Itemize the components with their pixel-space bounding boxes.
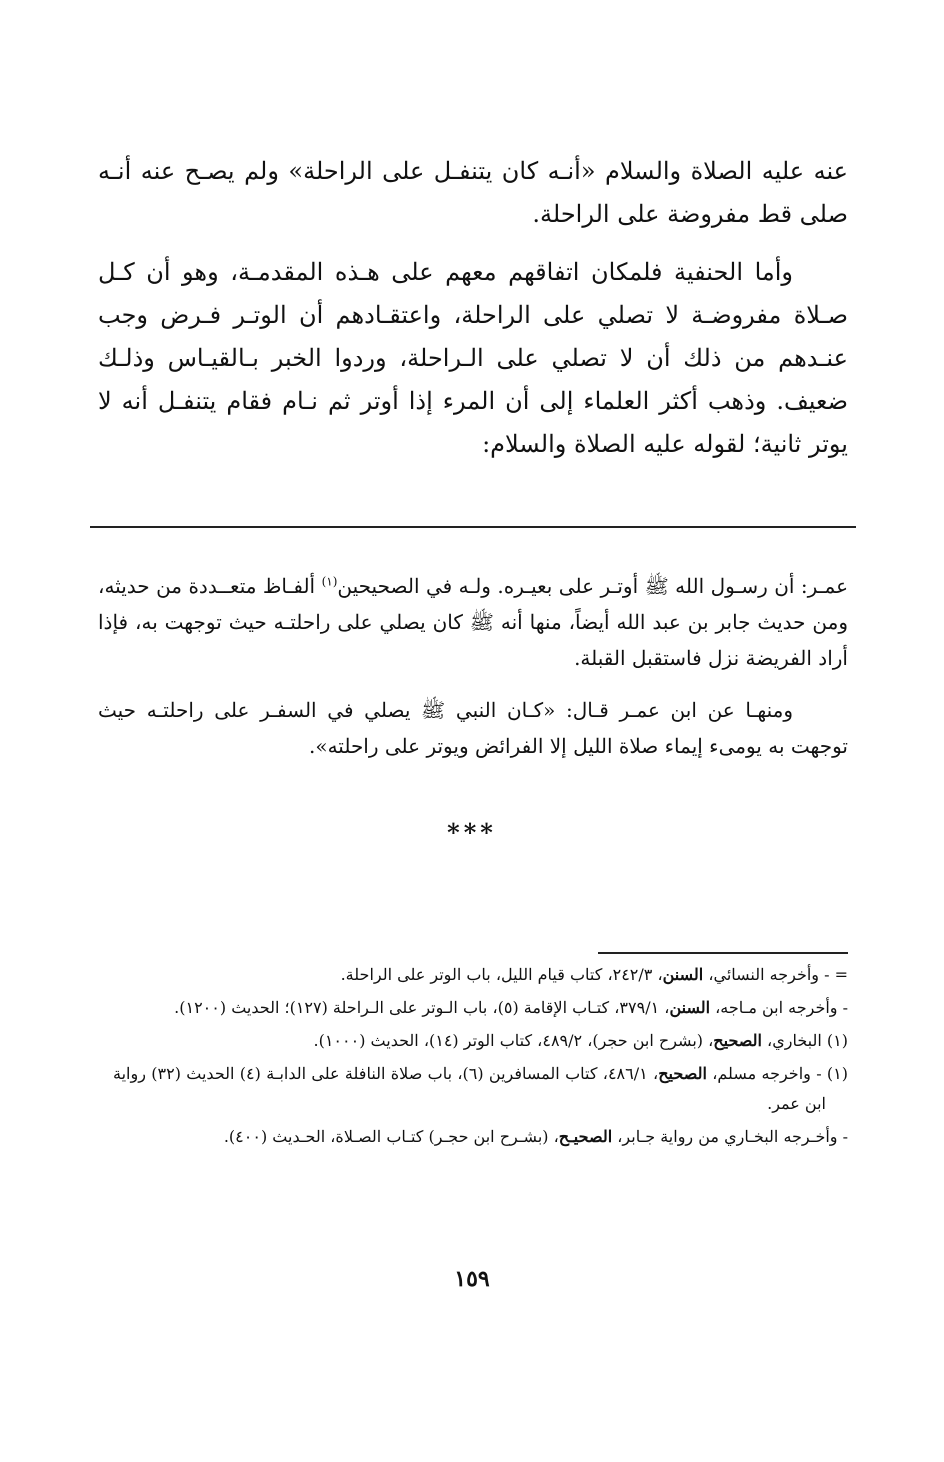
footnotes	[113, 960, 848, 1152]
footnote-book-title: الصحيـح	[558, 1127, 613, 1146]
notes-paragraph-2: ومنهـا عن ابن عمـر قـال: «كـان النبي ﷺ يصلي في السفـر على راحلتـه حيث توجهت به يومىء إيماء صلاة الليل إلا الفرائض ويوتر على راحلته».	[98, 698, 848, 758]
notes-paragraph-1-end: ألفـاظ متعــددة من حديثه، ومن حديث جابر بن عبد الله أيضاً، منها أنه ﷺ كان يصلي على راحلتـه حيث توجهت به، فإذا أراد الفريضة نزل فاستقبل القبلة.	[98, 574, 848, 670]
footnote-item	[113, 1059, 848, 1119]
main-paragraph-2: وأما الحنفية فلمكان اتفاقهم معهم على هـذه المقدمـة، وهو أن كـل صـلاة مفروضـة لا تصلي على الراحلة، واعتقـادهم أن الوتـر فـرض وجب عنـدهم من ذلك أن لا تصلي على الـراحلة، وردوا الخبر بـالقيـاس وذلـك ضعيف. وذهب أكثر العلماء إلى أن المرء إذا أوتر ثم نـام فقام يتنفـل أنه لا يوتر ثانية؛ لقوله عليه الصلاة والسلام:	[98, 258, 848, 458]
notes-paragraph-1-start: عمـر: أن رسـول الله ﷺ أوتـر على بعيـره. ولـه في الصحيحين	[337, 574, 849, 598]
footnote-text: = - وأخرجه النسائي،	[703, 965, 848, 984]
footnote-text: - وأخـرجه البخـاري من رواية جـابر،	[612, 1127, 848, 1146]
footnote-book-title: السنن	[669, 998, 711, 1017]
section-separator: ***	[447, 818, 497, 847]
footnote-book-title: الصحيح	[658, 1064, 707, 1083]
footnote-item	[113, 1026, 848, 1056]
main-paragraph-1: عنه عليه الصلاة والسلام «أنـه كان يتنفـل على الراحلة» ولم يصـح عنه أنـه صلى قط مفروضة على الراحلة.	[98, 157, 848, 228]
notes-paragraph-1	[98, 568, 848, 676]
footnote-item	[113, 993, 848, 1023]
footnote-text: ، ٢٤٢/٣، كتاب قيام الليل، باب الوتر على الراحلة.	[340, 965, 663, 984]
notes-text	[98, 568, 848, 764]
page-number: ١٥٩	[454, 1266, 490, 1292]
section-divider-line	[90, 526, 856, 528]
footnote-text: (١) - واخرجه مسلم،	[706, 1064, 849, 1083]
footnote-item	[113, 960, 848, 990]
footnote-book-title: الصحيح	[713, 1031, 762, 1050]
footnote-text: - وأخرجه ابن مـاجه،	[710, 998, 848, 1017]
footnote-text: ، ٤٨٦/١، كتاب المسافرين (٦)، باب صلاة النافلة على الدابـة (٤) الحديث (٣٢) رواية ابن عمر.	[113, 1064, 826, 1113]
main-text	[98, 150, 848, 466]
footnote-divider-line	[598, 952, 848, 954]
footnote-text: ، (بشـرح ابن حجـر) كتـاب الصـلاة، الحـديث (٤٠٠).	[223, 1127, 559, 1146]
footnote-text: (١) البخاري،	[761, 1031, 848, 1050]
footnote-text: ، (بشرح ابن حجر)، ٤٨٩/٢، كتاب الوتر (١٤)، الحديث (١٠٠٠).	[313, 1031, 714, 1050]
footnote-reference: (١)	[321, 574, 338, 589]
footnote-book-title: السنن	[662, 965, 704, 984]
footnote-item	[113, 1122, 848, 1152]
footnote-text: ، ٣٧٩/١، كتـاب الإقامة (٥)، باب الـوتر على الـراحلة (١٢٧)؛ الحديث (١٢٠٠).	[174, 998, 670, 1017]
